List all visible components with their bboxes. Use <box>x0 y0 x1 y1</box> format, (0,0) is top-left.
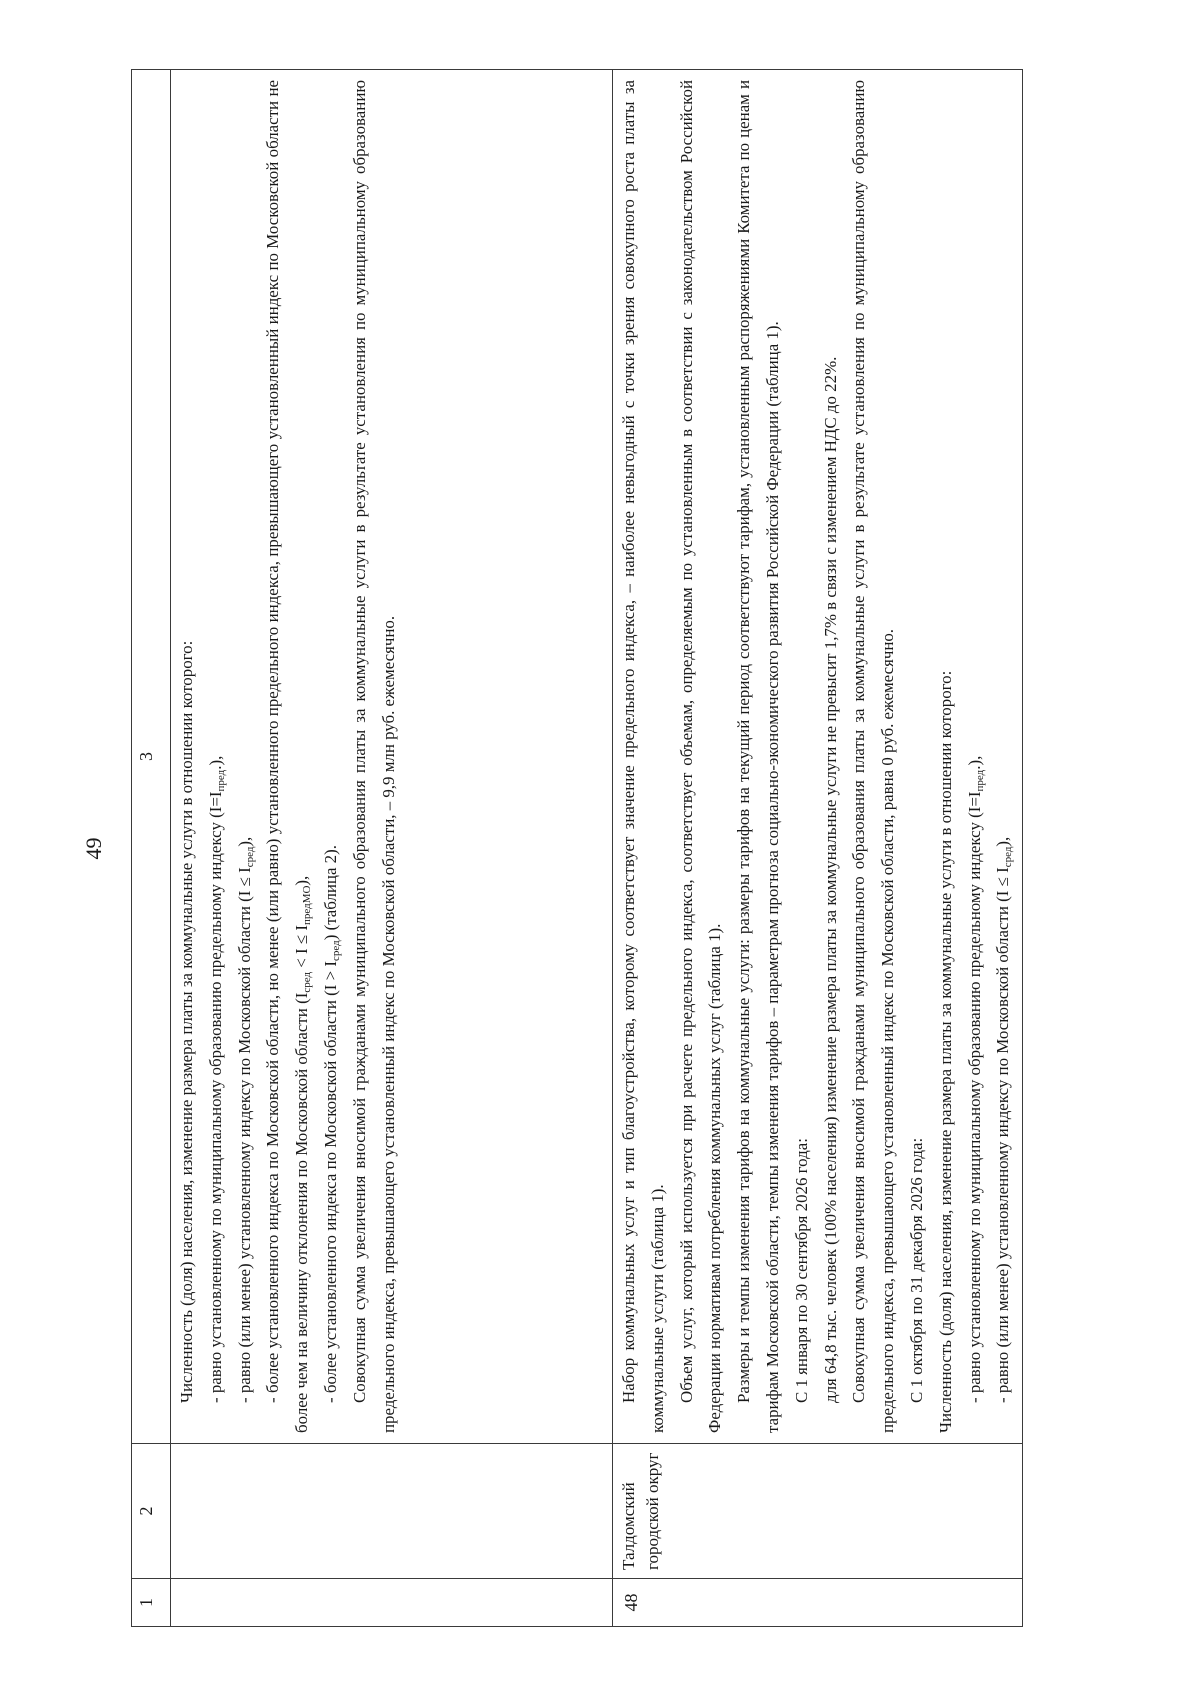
paragraph: для 64,8 тыс. человек (100% населения) изменение размера платы за коммунальные услуги не превысит 1,7% в связи с изменением НДС до 22%. <box>820 356 840 1403</box>
paragraph: - равно (или менее) установленному индексу по Московской области $(I \le I_{сред})$, <box>993 836 1015 1403</box>
header-cell-1: 1 <box>132 1579 171 1627</box>
paragraph: Численность (доля) населения, изменение размера платы за коммунальные услуги в отношении которого: <box>177 640 196 1403</box>
table-row <box>171 70 613 1627</box>
paragraph: Размеры и темпы изменения тарифов на коммунальные услуги: размеры тарифов на текущий период соответствуют тарифам, установленным распоряжениями Комитета по ценам и тарифам Московской области, темпы изменения тарифов – параметрам прогноза социально-экономического развития Российской Федерации (таблица 1). <box>734 80 782 1433</box>
paragraph: С 1 января по 30 сентября 2026 года: <box>791 1138 811 1403</box>
municipality-name <box>171 1444 613 1579</box>
paragraph: Численность (доля) населения, изменение размера платы за коммунальные услуги в отношении которого: <box>935 670 955 1433</box>
row-number <box>171 1579 613 1627</box>
paragraph: - равно установленному по муниципальному образованию предельному индексу $(I=I_{пред}.)$, <box>205 755 227 1403</box>
paragraph: Совокупная сумма увеличения вносимой гражданами муниципального образования платы за коммунальные услуги в результате установления по муниципальному образованию предельного индекса, превышающего установленный индекс по Московской области, – 9,9 млн руб. ежемесячно. <box>349 80 398 1433</box>
paragraph: Набор коммунальных услуг и тип благоустройства, которому соответствует значение предельного индекса, – наиболее невыгодный с точки зрения совокупного роста платы за коммунальные услуги (таблица 1). <box>619 80 667 1433</box>
table-row <box>613 70 1023 1627</box>
paragraph: Объем услуг, который используется при расчете предельного индекса, соответствует объемам, определяемым по установленным в соответствии с законодательством Российской Федерации нормативам потребления коммунальных услуг (таблица 1). <box>676 80 725 1433</box>
paragraph: - равно установленному по муниципальному образованию предельному индексу $(I=I_{пред}.)$, <box>964 755 986 1403</box>
rotated-page <box>81 70 1189 1627</box>
row-text <box>171 70 613 1444</box>
header-cell-3: 3 <box>132 70 171 1444</box>
paragraph: С 1 октября по 31 декабря 2026 года: <box>906 1137 926 1403</box>
paragraph: - более установленного индекса по Московской области $(I > I_{сред})$ (таблица 2). <box>320 845 342 1403</box>
table-header-row <box>132 70 171 1627</box>
row-text <box>613 70 1023 1444</box>
municipality-name: Талдомский городской округ <box>613 1444 1023 1579</box>
row-number: 48 <box>613 1579 1023 1627</box>
document-table <box>131 69 1023 1627</box>
page-number: 49 <box>81 837 106 860</box>
header-cell-2: 2 <box>132 1444 171 1579</box>
paragraph: - равно (или менее) установленному индексу по Московской области $(I \le I_{сред})$, <box>234 836 256 1403</box>
paragraph: Совокупная сумма увеличения вносимой гражданами муниципального образования платы за коммунальные услуги в результате установления по муниципальному образованию предельного индекса, превышающего установленный индекс по Московской области, равна 0 руб. ежемесячно. <box>849 80 898 1433</box>
paragraph: - более установленного индекса по Московской области, но менее (или равно) установленного предельного индекса, превышающего установленный индекс по Московской области не более чем на величину отклонения по Московской области $(I_{сред} < I \le I_{предМО})$, <box>263 80 314 1433</box>
